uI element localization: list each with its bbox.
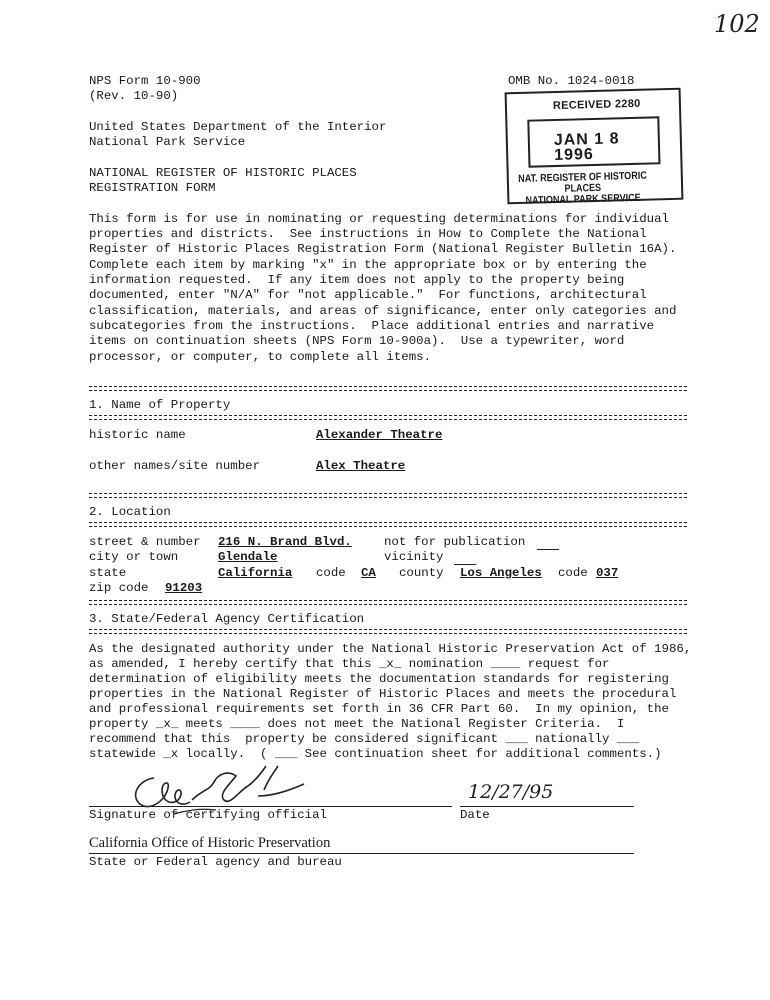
instruction-line: items on continuation sheets (NPS Form 10-900a). Use a typewriter, word <box>89 334 625 348</box>
section-divider <box>89 493 687 498</box>
received-stamp <box>505 88 684 205</box>
handwritten-page-number: 102 <box>714 10 760 38</box>
certification-line: statewide _x locally. ( ___ See continuation sheet for additional comments.) <box>89 747 662 761</box>
city-label: city or town <box>89 550 179 564</box>
stamp-agency: NAT. REGISTER OF HISTORIC PLACES NATIONAL PARK SERVICE <box>518 169 647 207</box>
agency-label: State or Federal agency and bureau <box>89 855 342 869</box>
date-line <box>460 806 634 807</box>
not-for-publication-field[interactable] <box>537 549 559 550</box>
zip-field[interactable]: 91203 <box>165 581 203 595</box>
county-code-label: code <box>558 566 588 580</box>
historic-name-label: historic name <box>89 428 186 442</box>
certification-line: recommend that this property be considered significant ___ nationally ___ <box>89 732 640 746</box>
zip-label: zip code <box>89 581 149 595</box>
handwritten-date: 12/27/95 <box>468 781 554 803</box>
county-label: county <box>399 566 444 580</box>
form-title-line-2: REGISTRATION FORM <box>89 181 216 195</box>
instruction-line: Complete each item by marking "x" in the appropriate box or by entering the <box>89 258 647 272</box>
section-2-heading: 2. Location <box>89 505 171 519</box>
street-field[interactable]: 216 N. Brand Blvd. <box>218 535 352 549</box>
section-divider <box>89 522 687 527</box>
certification-line: properties in the National Register of Historic Places and meets the procedural <box>89 687 677 701</box>
agency-value: California Office of Historic Preservation <box>89 835 331 851</box>
stamp-date-box <box>527 116 660 167</box>
form-title-line-1: NATIONAL REGISTER OF HISTORIC PLACES <box>89 166 357 180</box>
other-names-field[interactable]: Alex Theatre <box>316 459 406 473</box>
state-field[interactable]: California <box>218 566 293 580</box>
service-name: National Park Service <box>89 135 246 149</box>
state-label: state <box>89 566 127 580</box>
historic-name-field[interactable]: Alexander Theatre <box>316 428 443 442</box>
state-code-field[interactable]: CA <box>361 566 376 580</box>
street-label: street & number <box>89 535 201 549</box>
county-code-field[interactable]: 037 <box>596 566 619 580</box>
certification-line: and professional requirements set forth in 36 CFR Part 60. In my opinion, the <box>89 702 669 716</box>
instruction-line: classification, materials, and areas of significance, enter only categories and <box>89 304 677 318</box>
form-number: NPS Form 10-900 <box>89 74 201 88</box>
instruction-line: processor, or computer, to complete all items. <box>89 350 432 364</box>
instruction-line: documented, enter "N/A" for "not applicable." For functions, architectural <box>89 288 647 302</box>
form-revision: (Rev. 10-90) <box>89 89 179 103</box>
section-divider <box>89 415 687 420</box>
vicinity-label: vicinity <box>384 550 444 564</box>
certification-line: property _x_ meets ____ does not meet the National Register Criteria. I <box>89 717 625 731</box>
section-divider <box>89 386 687 391</box>
instruction-line: This form is for use in nominating or requesting determinations for individual <box>89 212 669 226</box>
instruction-line: subcategories from the instructions. Place additional entries and narrative <box>89 319 655 333</box>
city-field[interactable]: Glendale <box>218 550 278 564</box>
stamp-received-text: RECEIVED 2280 <box>552 97 641 113</box>
omb-number: OMB No. 1024-0018 <box>508 74 635 88</box>
instruction-line: properties and districts. See instructions in How to Complete the National <box>89 227 647 241</box>
signature-line <box>89 806 452 807</box>
certification-line: determination of eligibility meets the documentation standards for registering <box>89 672 669 686</box>
other-names-label: other names/site number <box>89 459 261 473</box>
certification-line: as amended, I hereby certify that this _x_ nomination ____ request for <box>89 657 610 671</box>
date-label: Date <box>460 808 490 822</box>
stamp-date: JAN 1 8 1996 <box>553 130 620 165</box>
department-name: United States Department of the Interior <box>89 120 387 134</box>
signature-label: Signature of certifying official <box>89 808 327 822</box>
state-code-label: code <box>316 566 346 580</box>
vicinity-field[interactable] <box>454 564 476 565</box>
not-for-publication-label: not for publication <box>384 535 526 549</box>
section-divider <box>89 600 687 605</box>
agency-line <box>89 853 634 854</box>
section-1-heading: 1. Name of Property <box>89 398 231 412</box>
section-3-heading: 3. State/Federal Agency Certification <box>89 612 365 626</box>
instruction-line: information requested. If any item does not apply to the property being <box>89 273 625 287</box>
county-field[interactable]: Los Angeles <box>460 566 542 580</box>
instruction-line: Register of Historic Places Registration Form (National Register Bulletin 16A). <box>89 242 677 256</box>
certification-line: As the designated authority under the National Historic Preservation Act of 1986, <box>89 642 692 656</box>
section-divider <box>89 629 687 634</box>
